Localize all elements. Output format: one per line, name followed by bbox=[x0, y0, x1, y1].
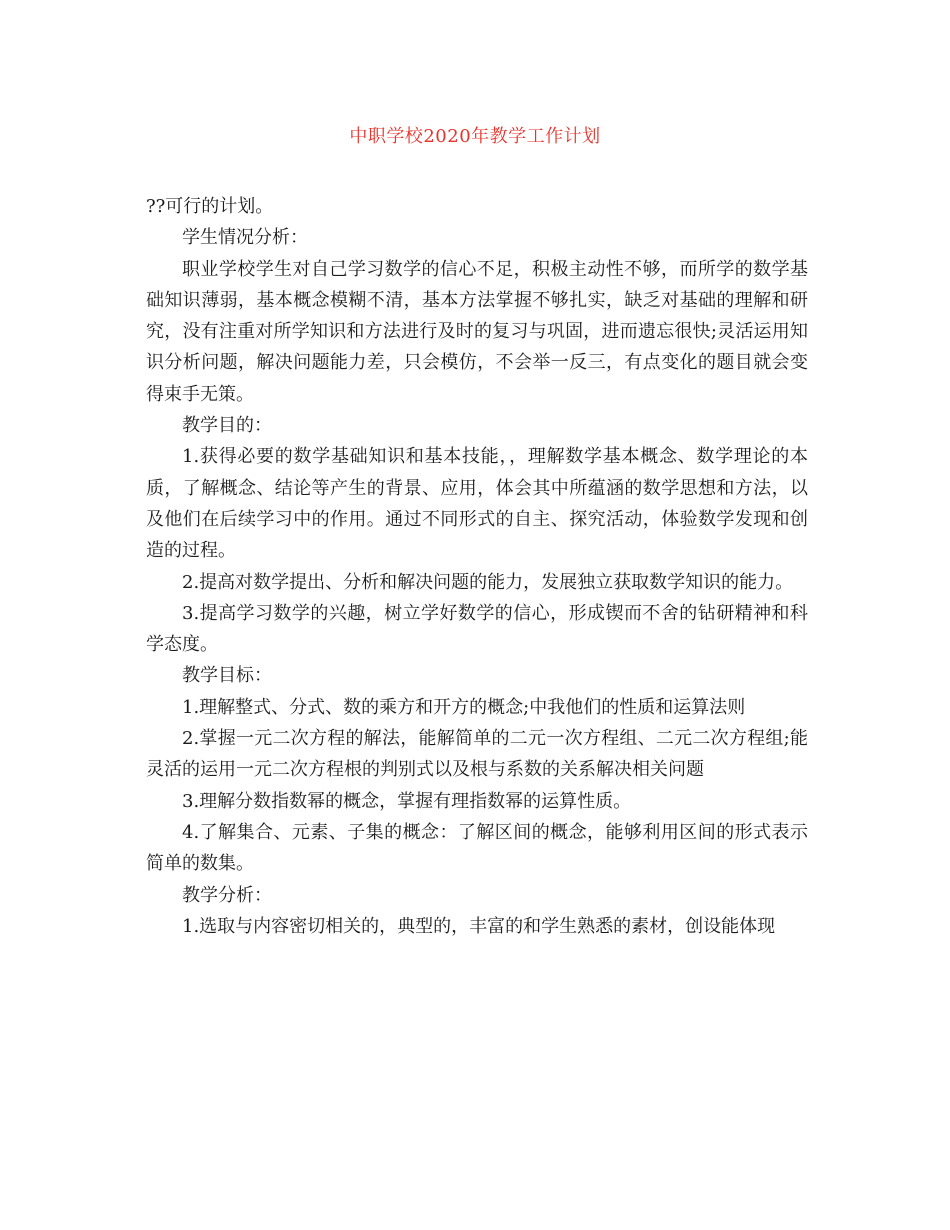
heading-teaching-goals: 教学目标： bbox=[182, 665, 272, 687]
paragraph-goal-1: 1.理解整式、分式、数的乘方和开方的概念;中我他们的性质和运算法则 bbox=[182, 696, 746, 718]
heading-teaching-purpose: 教学目的： bbox=[182, 415, 272, 437]
paragraph-goal-2: 2.掌握一元二次方程的解法，能解简单的二元一次方程组、二元二次方程组;能灵活的运用一元二次方程根的判别式以及根与系数的关系解决相关问题 bbox=[146, 728, 808, 781]
paragraph-analysis-1: 1.选取与内容密切相关的，典型的，丰富的和学生熟悉的素材，创设能体现 bbox=[182, 915, 776, 937]
paragraph-goal-4: 4.了解集合、元素、子集的概念：了解区间的概念，能够利用区间的形式表示简单的数集。 bbox=[146, 821, 808, 875]
paragraph-goal-3: 3.理解分数指数幂的概念，掌握有理指数幂的运算性质。 bbox=[182, 790, 632, 812]
document-title: 中职学校2020年教学工作计划 bbox=[349, 126, 601, 147]
paragraph-purpose-2: 2.提高对数学提出、分析和解决问题的能力，发展独立获取数学知识的能力。 bbox=[182, 571, 794, 593]
paragraph-student-analysis: 职业学校学生对自己学习数学的信心不足，积极主动性不够，而所学的数学基础知识薄弱，基本概念模糊不清，基本方法掌握不够扎实，缺乏对基础的理解和研究，没有注重对所学知识和方法进行及时的复习与巩固，进而遗忘很快;灵活运用知识分析问题，解决问题能力差，只会模仿，不会举一反三，有点变化的题目就会变得束手无策。 bbox=[146, 258, 808, 405]
paragraph-purpose-3: 3.提高学习数学的兴趣，树立学好数学的信心，形成锲而不舍的钻研精神和科学态度。 bbox=[146, 602, 808, 656]
paragraph-intro: ??可行的计划。 bbox=[146, 196, 274, 217]
heading-teaching-analysis: 教学分析： bbox=[182, 884, 272, 906]
heading-student-analysis: 学生情况分析： bbox=[182, 227, 308, 249]
paragraph-purpose-1: 1.获得必要的数学基础知识和基本技能，，理解数学基本概念、数学理论的本质，了解概念、结论等产生的背景、应用，体会其中所蕴涵的数学思想和方法，以及他们在后续学习中的作用。通过不同形式的自主、探究活动，体验数学发现和创造的过程。 bbox=[146, 446, 808, 562]
document-body bbox=[146, 191, 808, 942]
